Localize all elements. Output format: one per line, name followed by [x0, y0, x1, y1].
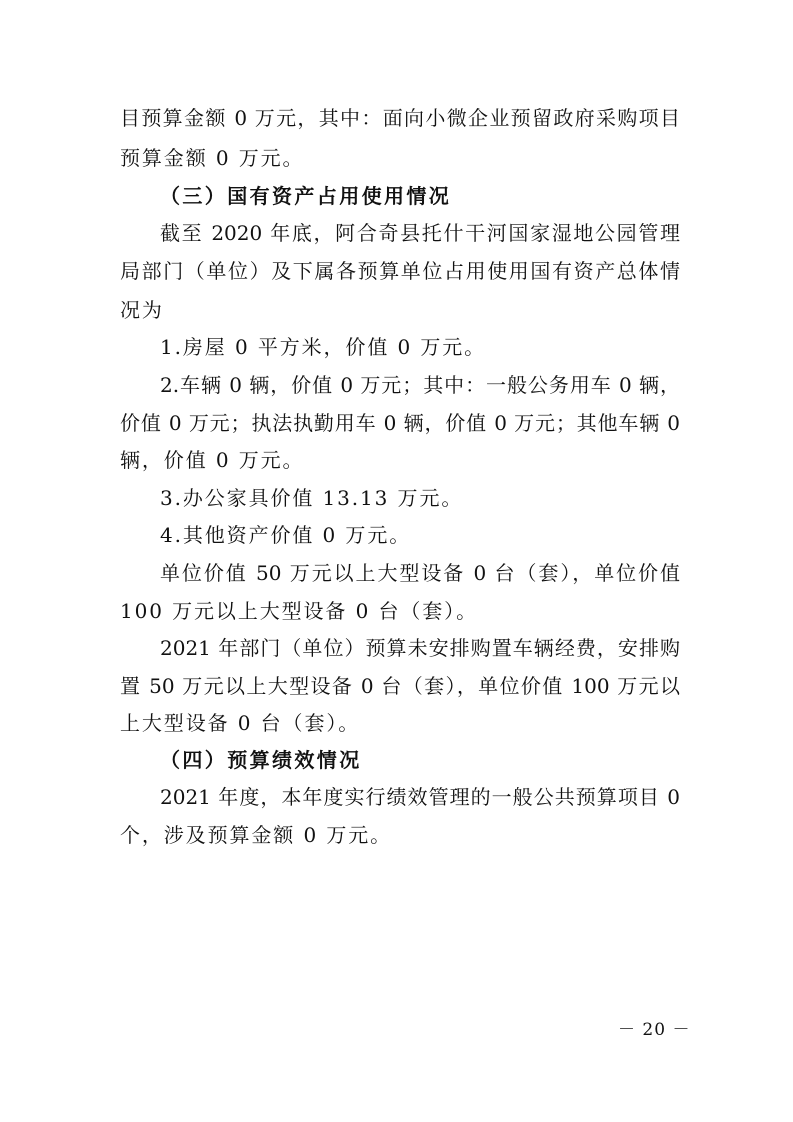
- paragraph-line: 截至 2020 年底，阿合奇县托什干河国家湿地公园管理: [160, 221, 680, 245]
- paragraph-line: 单位价值 50 万元以上大型设备 0 台（套），单位价值: [160, 561, 680, 585]
- text-line: 个，涉及预算金额 0 万元。: [120, 823, 393, 847]
- text-line: 100 万元以上大型设备 0 台（套）。: [120, 599, 478, 623]
- list-item: 2.车辆 0 辆，价值 0 万元；其中：一般公务用车 0 辆，: [160, 373, 680, 397]
- text-line: 况为: [120, 298, 164, 322]
- paragraph-line: 2021 年度，本年度实行绩效管理的一般公共预算项目 0: [160, 785, 680, 809]
- text-line: 局部门（单位）及下属各预算单位占用使用国有资产总体情: [120, 259, 680, 283]
- text-line: 上大型设备 0 台（套）。: [120, 711, 361, 735]
- section-heading: （三）国有资产占用使用情况: [160, 184, 452, 208]
- list-item: 1.房屋 0 平方米，价值 0 万元。: [160, 335, 487, 359]
- text-line: 目预算金额 0 万元，其中：面向小微企业预留政府采购项目: [120, 106, 680, 130]
- text-line: 辆，价值 0 万元。: [120, 448, 305, 472]
- page-number: － 20 －: [618, 1020, 691, 1040]
- text-line: 预算金额 0 万元。: [120, 146, 305, 170]
- paragraph-line: 2021 年部门（单位）预算未安排购置车辆经费，安排购: [160, 636, 680, 660]
- list-item: 4.其他资产价值 0 万元。: [160, 523, 412, 547]
- list-item: 3.办公家具价值 13.13 万元。: [160, 486, 464, 510]
- section-heading: （四）预算绩效情况: [160, 748, 362, 772]
- text-line: 置 50 万元以上大型设备 0 台（套），单位价值 100 万元以: [120, 674, 680, 698]
- text-line: 价值 0 万元；执法执勤用车 0 辆，价值 0 万元；其他车辆 0: [120, 411, 680, 435]
